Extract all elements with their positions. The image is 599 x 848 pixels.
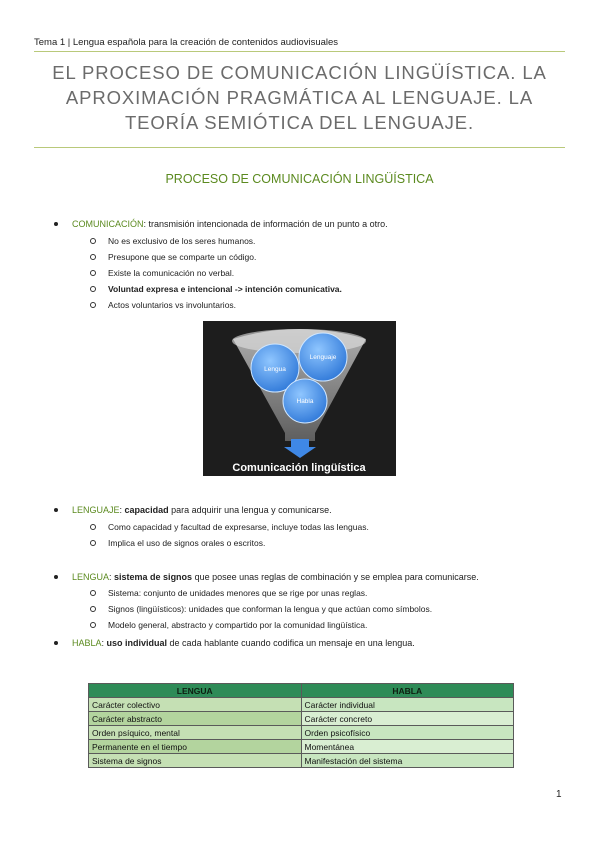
table-row <box>89 712 514 726</box>
term-lengua: LENGUA <box>72 572 110 582</box>
sub-bullet-icon <box>90 238 96 244</box>
term-habla: HABLA <box>72 638 102 648</box>
sub-bullet-icon <box>90 286 96 292</box>
table-cell: Carácter individual <box>301 698 514 712</box>
table-cell: Orden psicofísico <box>301 726 514 740</box>
table-cell: Sistema de signos <box>89 754 302 768</box>
title-line: EL PROCESO DE COMUNICACIÓN LINGÜÍSTICA. LA <box>52 62 547 83</box>
table-cell: Momentánea <box>301 740 514 754</box>
definition: : transmisión intencionada de información de un punto a otro. <box>143 219 388 229</box>
circle-label-lenguaje: Lenguaje <box>309 354 337 361</box>
funnel-figure <box>203 321 396 476</box>
table-cell: Carácter concreto <box>301 712 514 726</box>
column-header: HABLA <box>301 684 514 698</box>
circle-label-lengua: Lengua <box>264 366 286 373</box>
table-cell: Manifestación del sistema <box>301 754 514 768</box>
sub-bullet-icon <box>90 524 96 530</box>
sub-bullet-icon <box>90 622 96 628</box>
table-cell: Permanente en el tiempo <box>89 740 302 754</box>
sub-bullet-icon <box>90 590 96 596</box>
section-title: PROCESO DE COMUNICACIÓN LINGÜÍSTICA <box>165 172 434 186</box>
bullet-dot-icon <box>54 575 58 579</box>
circle-label-habla: Habla <box>296 398 314 405</box>
table-row <box>89 754 514 768</box>
term-comunicacion: COMUNICACIÓN <box>72 219 144 229</box>
sub-bullet-icon <box>90 254 96 260</box>
title-line: TEORÍA SEMIÓTICA DEL LENGUAJE. <box>124 112 475 133</box>
sub-bullet-icon <box>90 606 96 612</box>
table-row <box>89 698 514 712</box>
title-line: APROXIMACIÓN PRAGMÁTICA AL LENGUAJE. LA <box>65 87 534 108</box>
table-cell: Carácter colectivo <box>89 698 302 712</box>
running-header: Tema 1 | Lengua española para la creación de contenidos audiovisuales <box>34 37 565 52</box>
sub-bullet-icon <box>90 302 96 308</box>
funnel-icon <box>203 321 396 476</box>
sub-bullet-icon <box>90 540 96 546</box>
column-header: LENGUA <box>89 684 302 698</box>
table-row <box>89 726 514 740</box>
table-header-row <box>89 684 514 698</box>
bullet-dot-icon <box>54 222 58 226</box>
document-title <box>34 60 565 135</box>
figure-caption: Comunicación lingüística <box>232 462 366 474</box>
bullet-dot-icon <box>54 641 58 645</box>
term-lenguaje: LENGUAJE <box>72 505 120 515</box>
bullet-dot-icon <box>54 508 58 512</box>
table-row <box>89 740 514 754</box>
table-cell: Carácter abstracto <box>89 712 302 726</box>
table-cell: Orden psíquico, mental <box>89 726 302 740</box>
comparison-table <box>88 683 514 768</box>
page-number: 1 <box>556 789 562 800</box>
title-divider <box>34 147 565 148</box>
sub-bullet-icon <box>90 270 96 276</box>
